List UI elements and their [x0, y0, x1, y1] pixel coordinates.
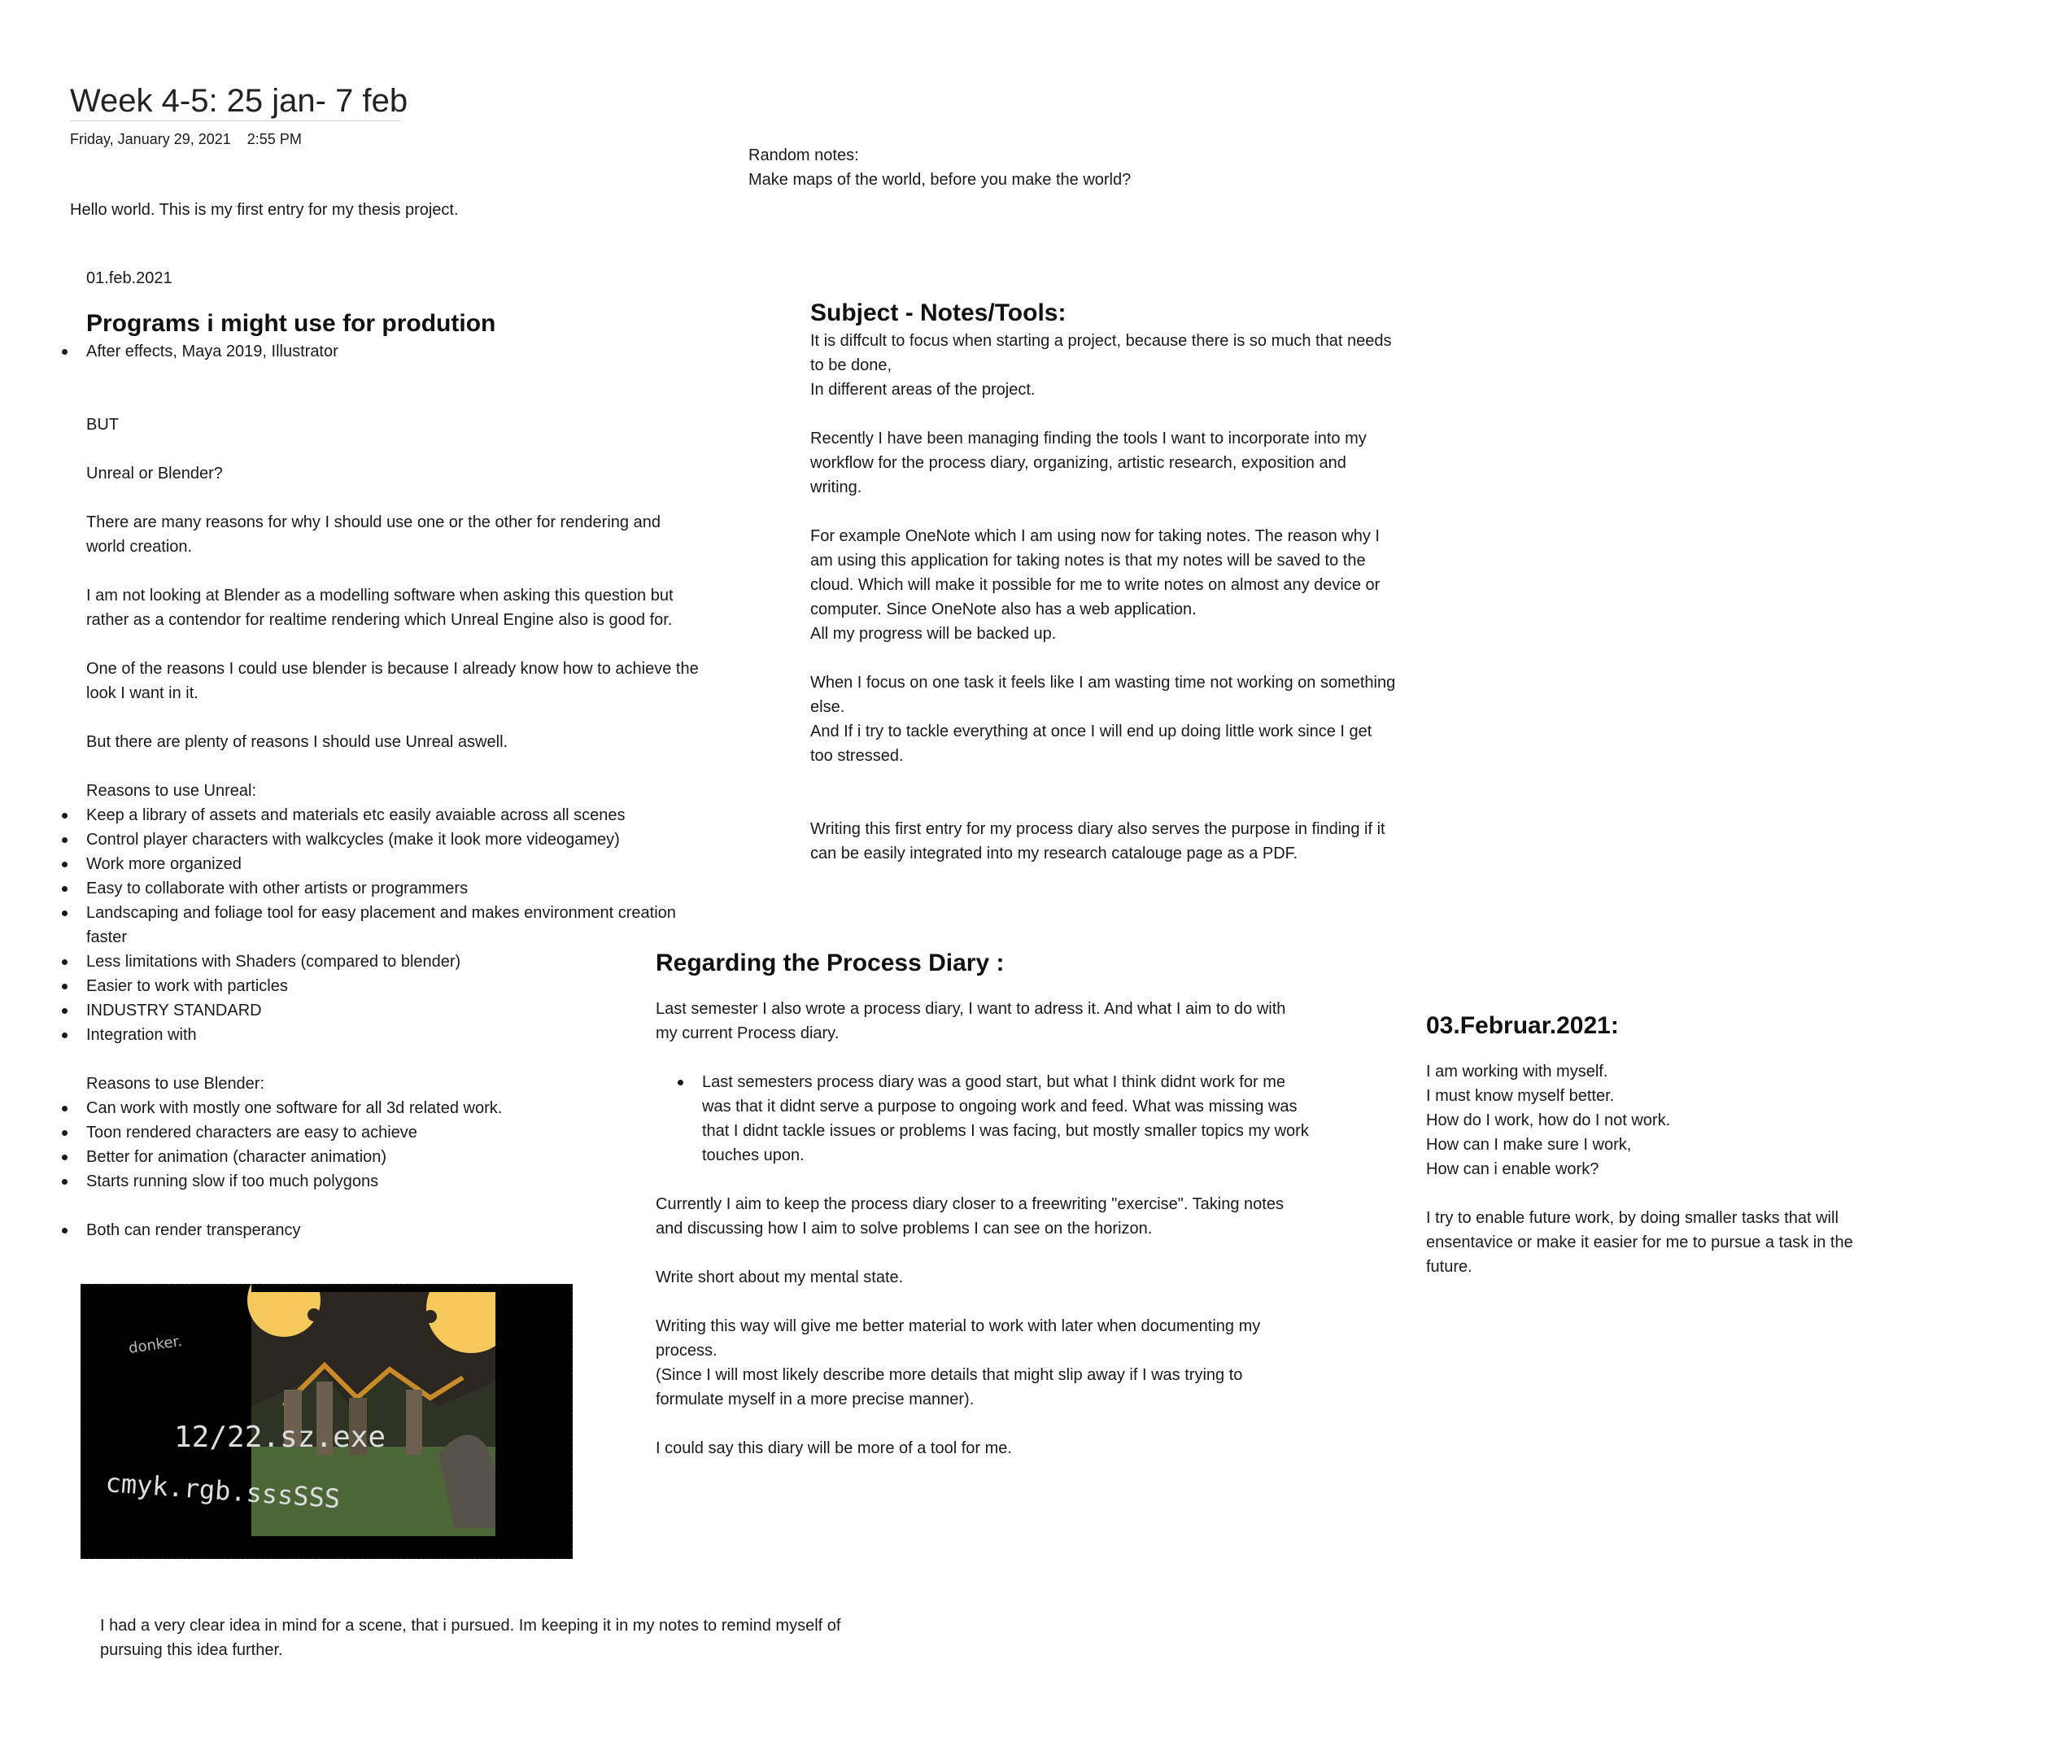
body-text: Last semester I also wrote a process diary, I want to adress it. And what I aim to do with: [656, 1000, 1286, 1018]
programs-heading: Programs i might use for prodution: [86, 310, 496, 337]
blender-label: Reasons to use Blender:: [86, 1075, 265, 1093]
list-item-line: Landscaping and foliage tool for easy placement and makes environment creation: [86, 904, 676, 922]
unreal-reasons-list: [86, 803, 737, 1047]
subject-body: [810, 329, 1461, 866]
body-text: Writing this first entry for my process diary also serves the purpose in finding if it: [810, 820, 1385, 838]
body-text: Writing this way will give me better material to work with later when documenting my: [656, 1317, 1261, 1335]
body-text: I am working with myself.: [1426, 1063, 1608, 1081]
list-item: Less limitations with Shaders (compared to blender): [86, 950, 737, 974]
list-item: Both can render transperancy: [86, 1218, 737, 1242]
page-time: 2:55 PM: [246, 131, 302, 147]
unreal-label: Reasons to use Unreal:: [86, 782, 257, 800]
list-item-line: Last semesters process diary was a good start, but what I think didnt work for me: [702, 1073, 1285, 1091]
body-text: Recently I have been managing finding the tools I want to incorporate into my: [810, 430, 1367, 448]
body-text: too stressed.: [810, 747, 904, 765]
body-text: How can I make sure I work,: [1426, 1136, 1632, 1154]
body-text: I am not looking at Blender as a modelling software when asking this question but: [86, 587, 674, 605]
body-text: I must know myself better.: [1426, 1087, 1615, 1105]
tools-list: [86, 339, 737, 364]
subject-section[interactable]: [810, 298, 1461, 866]
body-text: and discussing how I aim to solve problems I can see on the horizon.: [656, 1220, 1153, 1238]
body-text: writing.: [810, 478, 862, 496]
blender-reasons-list: [86, 1096, 737, 1194]
feb3-heading: 03.Februar.2021:: [1426, 1012, 1619, 1039]
list-item: Easy to collaborate with other artists or programmers: [86, 876, 737, 901]
body-text: computer. Since OneNote also has a web application.: [810, 600, 1197, 618]
body-text: rather as a contendor for realtime rendering which Unreal Engine also is good for.: [86, 611, 673, 629]
body-text: (Since I will most likely describe more details that might slip away if I was trying to: [656, 1366, 1243, 1384]
body-text: In different areas of the project.: [810, 381, 1036, 399]
body-text: There are many reasons for why I should use one or the other for rendering and: [86, 513, 661, 531]
page-date: Friday, January 29, 2021: [70, 131, 231, 147]
body-text: process.: [656, 1342, 718, 1360]
random-notes-line: Make maps of the world, before you make the world?: [748, 171, 1132, 189]
list-item-line: touches upon.: [702, 1146, 805, 1164]
scene-caption[interactable]: [100, 1613, 840, 1662]
programs-body: [86, 413, 737, 803]
body-text: BUT: [86, 416, 119, 434]
feb3-section[interactable]: [1426, 1011, 1996, 1279]
body-text: Unreal or Blender?: [86, 465, 223, 482]
process-diary-body-2: [656, 1168, 1388, 1461]
body-text: But there are plenty of reasons I should use Unreal aswell.: [86, 733, 508, 751]
body-text: can be easily integrated into my research catalouge page as a PDF.: [810, 845, 1298, 862]
random-notes-block[interactable]: [748, 143, 1131, 192]
intro-text: Hello world. This is my first entry for my thesis project.: [70, 201, 459, 219]
list-item: Integration with: [86, 1023, 737, 1047]
entry-date: 01.feb.2021: [86, 269, 172, 287]
body-text: workflow for the process diary, organizing, artistic research, exposition and: [810, 454, 1346, 472]
programs-section[interactable]: [86, 266, 737, 1242]
body-text: to be done,: [810, 356, 892, 374]
list-item: After effects, Maya 2019, Illustrator: [86, 339, 737, 364]
image-text-2: 12/22.sz.exe: [174, 1421, 386, 1454]
list-item: [702, 1070, 1388, 1168]
subject-heading: Subject - Notes/Tools:: [810, 299, 1067, 326]
body-text: I try to enable future work, by doing smaller tasks that will: [1426, 1209, 1839, 1227]
body-text: How do I work, how do I not work.: [1426, 1111, 1671, 1129]
list-item: Better for animation (character animation): [86, 1145, 737, 1169]
body-text: else.: [810, 698, 845, 716]
body-text: ensentavice or make it easier for me to pursue a task in the: [1426, 1233, 1853, 1251]
body-text: All my progress will be backed up.: [810, 625, 1057, 643]
body-text: world creation.: [86, 538, 193, 556]
both-list: [86, 1218, 737, 1242]
body-text: look I want in it.: [86, 684, 198, 702]
body-text: It is diffcult to focus when starting a project, because there is so much that needs: [810, 332, 1392, 350]
body-text: And If i try to tackle everything at once I will end up doing little work since I get: [810, 723, 1372, 740]
body-text: For example OneNote which I am using now for taking notes. The reason why I: [810, 527, 1380, 545]
list-item: Easier to work with particles: [86, 974, 737, 998]
list-item: Toon rendered characters are easy to achieve: [86, 1120, 737, 1145]
list-item: Can work with mostly one software for all 3d related work.: [86, 1096, 737, 1120]
body-text: cloud. Which will make it possible for me to write notes on almost any device or: [810, 576, 1381, 594]
list-item: Work more organized: [86, 852, 737, 876]
image-text-1: donker.: [127, 1332, 184, 1357]
body-text: am using this application for taking notes is that my notes will be saved to the: [810, 552, 1366, 570]
random-notes-line: Random notes:: [748, 146, 859, 164]
body-text: When I focus on one task it feels like I am wasting time not working on something: [810, 674, 1396, 692]
list-item: INDUSTRY STANDARD: [86, 998, 737, 1023]
list-item-line: was that it didnt serve a purpose to ongoing work and feed. What was missing was: [702, 1098, 1298, 1116]
body-text: I could say this diary will be more of a tool for me.: [656, 1439, 1012, 1457]
page-timestamp: [70, 129, 408, 149]
body-text: my current Process diary.: [656, 1024, 840, 1042]
list-item: Control player characters with walkcycles (make it look more videogamey): [86, 827, 737, 852]
body-text: Write short about my mental state.: [656, 1268, 904, 1286]
process-diary-heading: Regarding the Process Diary :: [656, 950, 1005, 976]
page-title[interactable]: Week 4-5: 25 jan- 7 feb: [70, 83, 408, 119]
body-text: future.: [1426, 1258, 1472, 1276]
list-item: Keep a library of assets and materials etc easily avaiable across all scenes: [86, 803, 737, 827]
title-divider: [70, 120, 400, 121]
list-item-line: faster: [86, 928, 128, 946]
body-text: How can i enable work?: [1426, 1160, 1599, 1178]
image-text-3: cmyk.rgb.sssSSS: [104, 1467, 342, 1515]
process-diary-list: [702, 1070, 1388, 1168]
body-text: formulate myself in a more precise manner).: [656, 1391, 975, 1408]
process-diary-section[interactable]: [656, 948, 1388, 1461]
caption-line: I had a very clear idea in mind for a scene, that i pursued. Im keeping it in my notes to remind myself of: [100, 1617, 841, 1635]
list-item: [86, 901, 737, 950]
caption-line: pursuing this idea further.: [100, 1641, 283, 1659]
list-item: Starts running slow if too much polygons: [86, 1169, 737, 1194]
body-text: Currently I aim to keep the process diary closer to a freewriting "exercise". Taking notes: [656, 1195, 1284, 1213]
intro-block[interactable]: [70, 198, 459, 222]
feb3-body: [1426, 1059, 1996, 1279]
scene-image[interactable]: [81, 1284, 573, 1559]
list-item-line: that I didnt tackle issues or problems I was facing, but mostly smaller topics my work: [702, 1122, 1309, 1140]
process-diary-body: [656, 997, 1388, 1070]
body-text: One of the reasons I could use blender is because I already know how to achieve the: [86, 660, 699, 678]
page-header: [70, 81, 408, 149]
